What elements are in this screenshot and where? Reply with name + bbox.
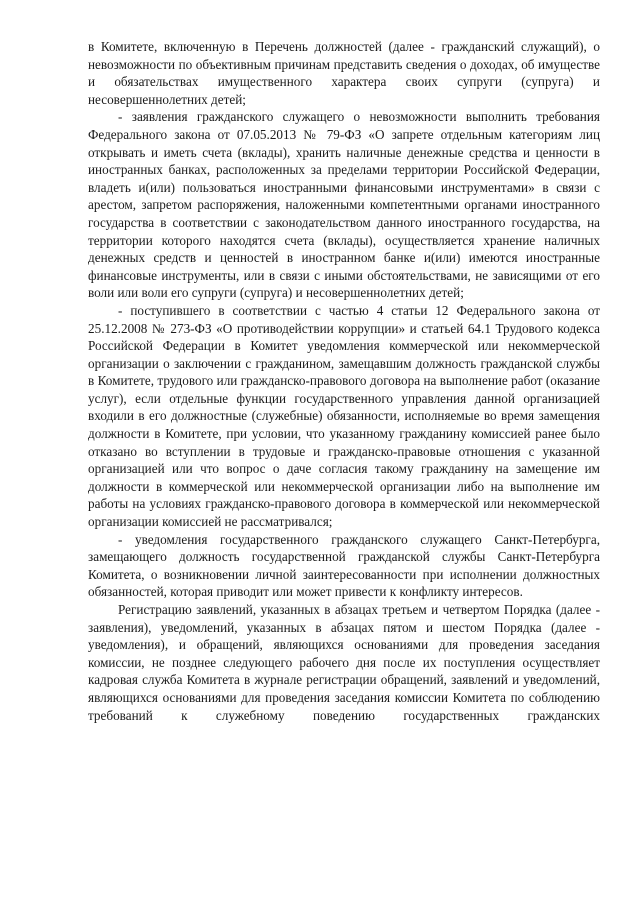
- paragraph-4: - уведомления государственного гражданского служащего Санкт-Петербурга, замещающего должность государственной гражданской службы Санкт-Петербурга Комитета, о возникновении личной заинтересованности при исполнении должностных обязанностей, которая приводит или может привести к конфликту интересов.: [88, 531, 600, 600]
- document-body: [88, 38, 600, 724]
- paragraph-2: - заявления гражданского служащего о невозможности выполнить требования Федерального закона от 07.05.2013 № 79-ФЗ «О запрете отдельным категориям лиц открывать и иметь счета (вклады), хранить наличные денежные средства и ценности в иностранных банках, расположенных за пределами территории Российской Федерации, владеть и(или) пользоваться иностранными финансовыми инструментами» в связи с арестом, запретом распоряжения, наложенными компетентными органами иностранного государства в соответствии с законодательством данного иностранного государства, на территории которого находятся счета (вклады), осуществляется хранение наличных денежных средств и ценностей в иностранном банке и(или) имеются иностранные финансовые инструменты, или в связи с иными обстоятельствами, не зависящими от его воли или воли его супруги (супруга) и несовершеннолетних детей;: [88, 109, 600, 301]
- paragraph-1: в Комитете, включенную в Перечень должностей (далее - гражданский служащий), о невозможности по объективным причинам представить сведения о доходах, об имуществе и обязательствах имущественного характера своих супруги (супруга) и несовершеннолетних детей;: [88, 39, 600, 107]
- paragraph-5: Регистрацию заявлений, указанных в абзацах третьем и четвертом Порядка (далее - заявления), уведомлений, указанных в абзацах пятом и шестом Порядка (далее - уведомления), и обращений, являющихся основаниями для проведения заседания комиссии, не позднее следующего рабочего дня после их поступления осуществляет кадровая служба Комитета в журнале регистрации обращений, заявлений и уведомлений, являющихся основаниями для проведения заседания комиссии Комитета по соблюдению требований к служебному поведению государственных гражданских: [88, 602, 600, 723]
- paragraph-3: - поступившего в соответствии с частью 4 статьи 12 Федерального закона от 25.12.2008 № 273-ФЗ «О противодействии коррупции» и статьей 64.1 Трудового кодекса Российской Федерации в Комитет уведомления коммерческой или некоммерческой организации о заключении с гражданином, замещавшим должность гражданской службы в Комитете, трудового или гражданско-правового договора на выполнение работ (оказание услуг), если отдельные функции государственного управления данной организацией входили в его должностные (служебные) обязанности, исполняемые во время замещения должности в Комитете, при условии, что указанному гражданину комиссией ранее было отказано во вступлении в трудовые и гражданско-правовые отношения с указанной организацией или что вопрос о даче согласия такому гражданину на замещение им должности в коммерческой или некоммерческой организации либо на выполнение им работы на условиях гражданско-правового договора в коммерческой или некоммерческой организации комиссией не рассматривался;: [88, 302, 600, 530]
